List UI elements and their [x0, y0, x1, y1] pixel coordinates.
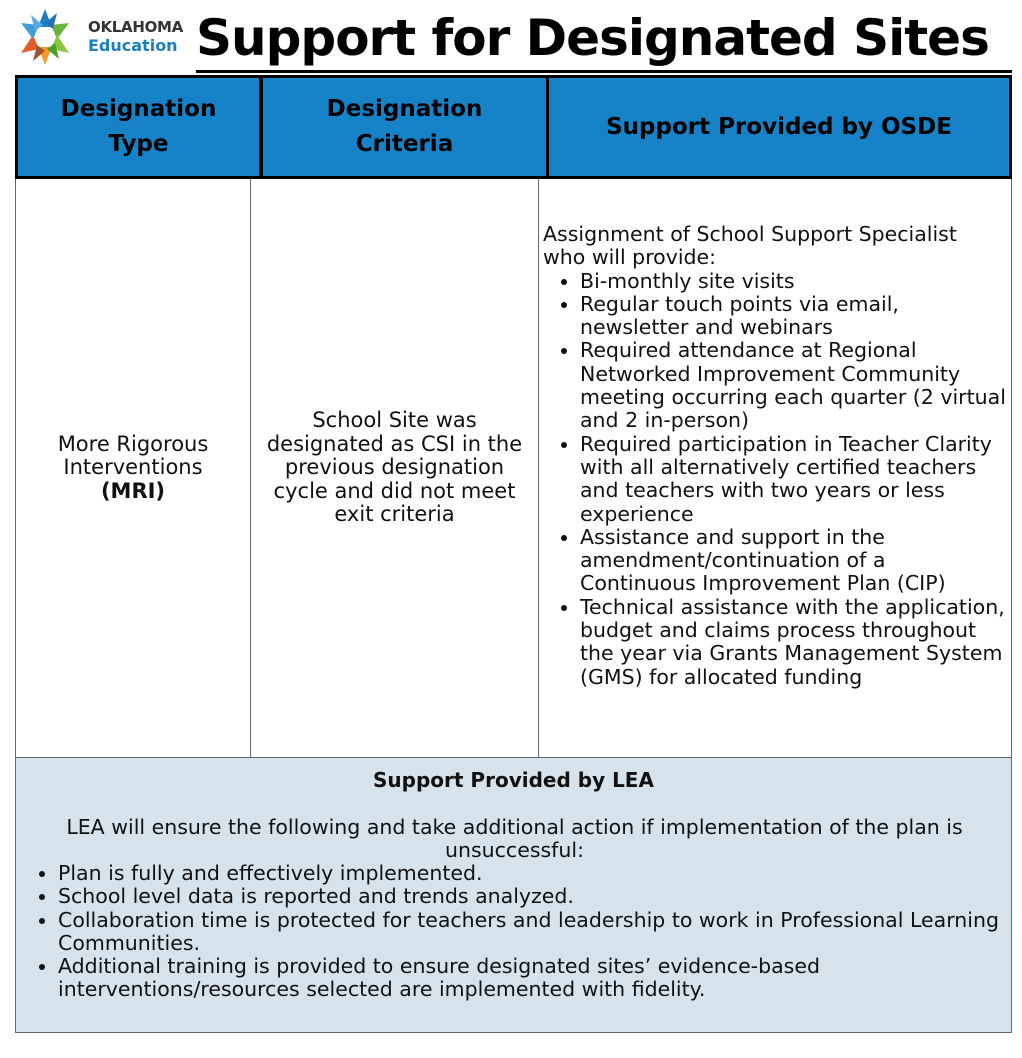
page-header: [0, 0, 1022, 74]
osde-support-list: [543, 270, 1007, 689]
cell-support-osde: [538, 179, 1012, 758]
list-item: • Bi-monthly site visits: [580, 270, 1007, 293]
logo-wordmark-state: OKLAHOMA: [88, 18, 183, 36]
page-title: Support for Designated Sites: [196, 9, 989, 67]
list-item: • Collaboration time is protected for teachers and leadership to work in Professional Learning Communities.: [58, 909, 1006, 956]
header-support-osde: Support Provided by OSDE: [546, 75, 1012, 179]
logo-wordmark-education: Education: [88, 36, 178, 55]
lea-section-title: Support Provided by LEA: [373, 768, 654, 792]
star-logo-icon: [14, 6, 76, 68]
lea-support-list: [16, 862, 1006, 1002]
header-designation-criteria: Designation Criteria: [260, 75, 549, 179]
lea-intro: LEA will ensure the following and take additional action if implementation of the plan is unsuccessful:: [66, 815, 963, 863]
list-item: • Required participation in Teacher Clarity with all alternatively certified teachers and teachers with two years or less experience: [580, 433, 1007, 526]
title-underline: [196, 70, 1012, 73]
cell-designation-criteria: School Site was designated as CSI in the previous designation cycle and did not meet exit criteria: [250, 179, 539, 758]
cell-designation-type: More Rigorous Interventions (MRI): [15, 179, 251, 758]
header-designation-type: Designation Type: [15, 75, 262, 179]
list-item: • Assistance and support in the amendment/continuation of a Continuous Improvement Plan (CIP): [580, 526, 1007, 596]
lea-support-section: [15, 757, 1012, 1033]
list-item: • Additional training is provided to ensure designated sites’ evidence-based interventions/resources selected are implemented with fidelity.: [58, 955, 1006, 1002]
list-item: • School level data is reported and trends analyzed.: [58, 885, 1006, 908]
list-item: • Regular touch points via email, newsletter and webinars: [580, 293, 1007, 340]
table-header-row: [15, 75, 1012, 179]
oklahoma-education-logo: [14, 6, 194, 68]
list-item: • Technical assistance with the application, budget and claims process throughout the year via Grants Management System (GMS) for allocated funding: [580, 596, 1007, 689]
table-row: [15, 179, 1012, 758]
osde-intro: Assignment of School Support Specialist who will provide:: [543, 222, 957, 270]
list-item: • Plan is fully and effectively implemented.: [58, 862, 1006, 885]
list-item: • Required attendance at Regional Networked Improvement Community meeting occurring each quarter (2 virtual and 2 in-person): [580, 339, 1007, 432]
designation-abbreviation: (MRI): [100, 478, 166, 503]
